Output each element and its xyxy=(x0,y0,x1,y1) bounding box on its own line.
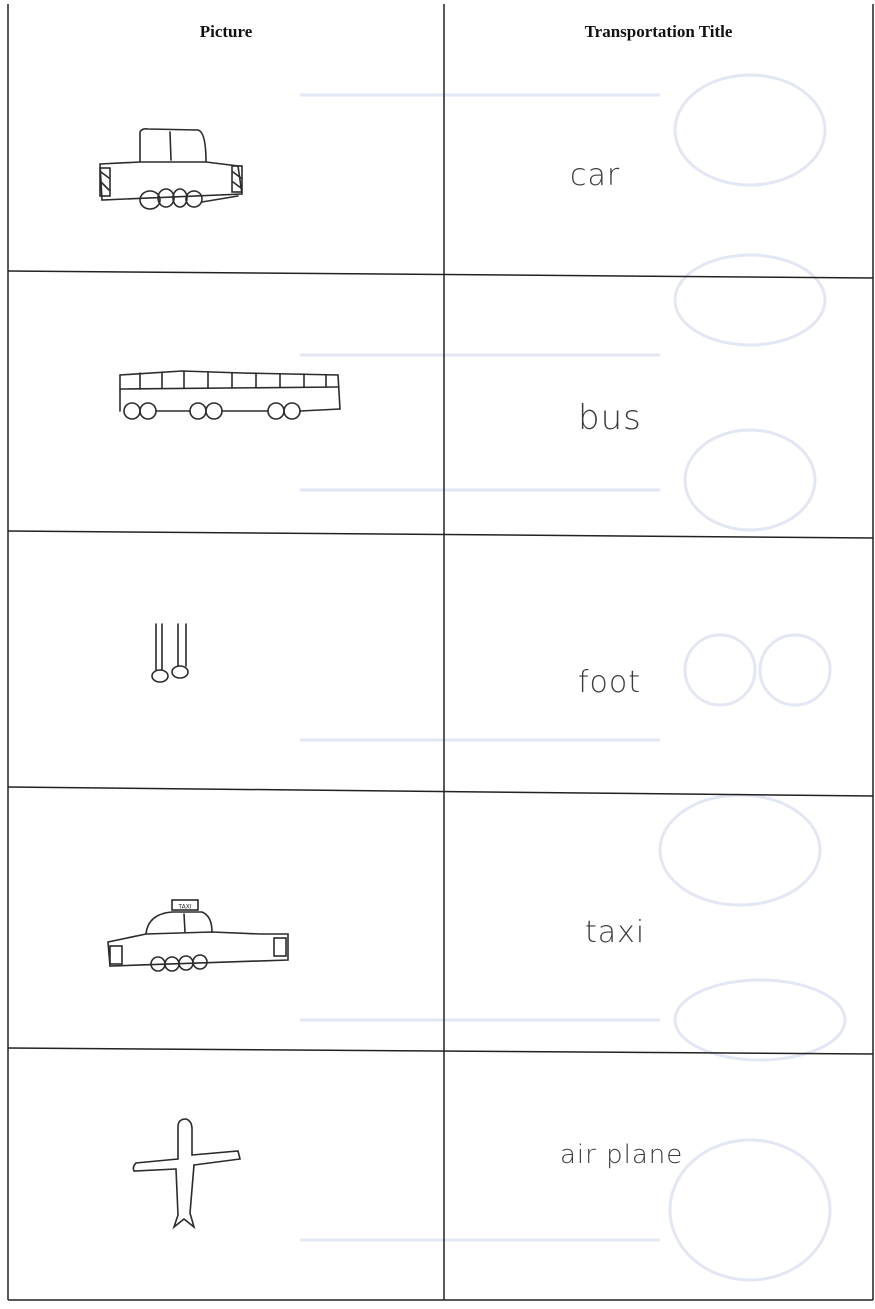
taxi-drawing-icon xyxy=(100,890,300,990)
car-drawing-icon xyxy=(88,122,268,232)
bus-drawing-icon xyxy=(112,365,352,435)
foot-drawing-icon xyxy=(142,618,212,693)
answer-bus: bus xyxy=(578,398,642,438)
answer-taxi: taxi xyxy=(585,915,646,950)
answer-airplane: air plane xyxy=(560,1140,684,1170)
answer-car: car xyxy=(570,158,621,193)
picture-column-header: Picture xyxy=(199,22,253,41)
transportation-title-column-header: Transportation Title xyxy=(584,22,733,41)
answer-foot: foot xyxy=(578,665,642,700)
airplane-drawing-icon xyxy=(128,1115,248,1240)
taxi-roof-sign: TAXI xyxy=(178,903,192,911)
